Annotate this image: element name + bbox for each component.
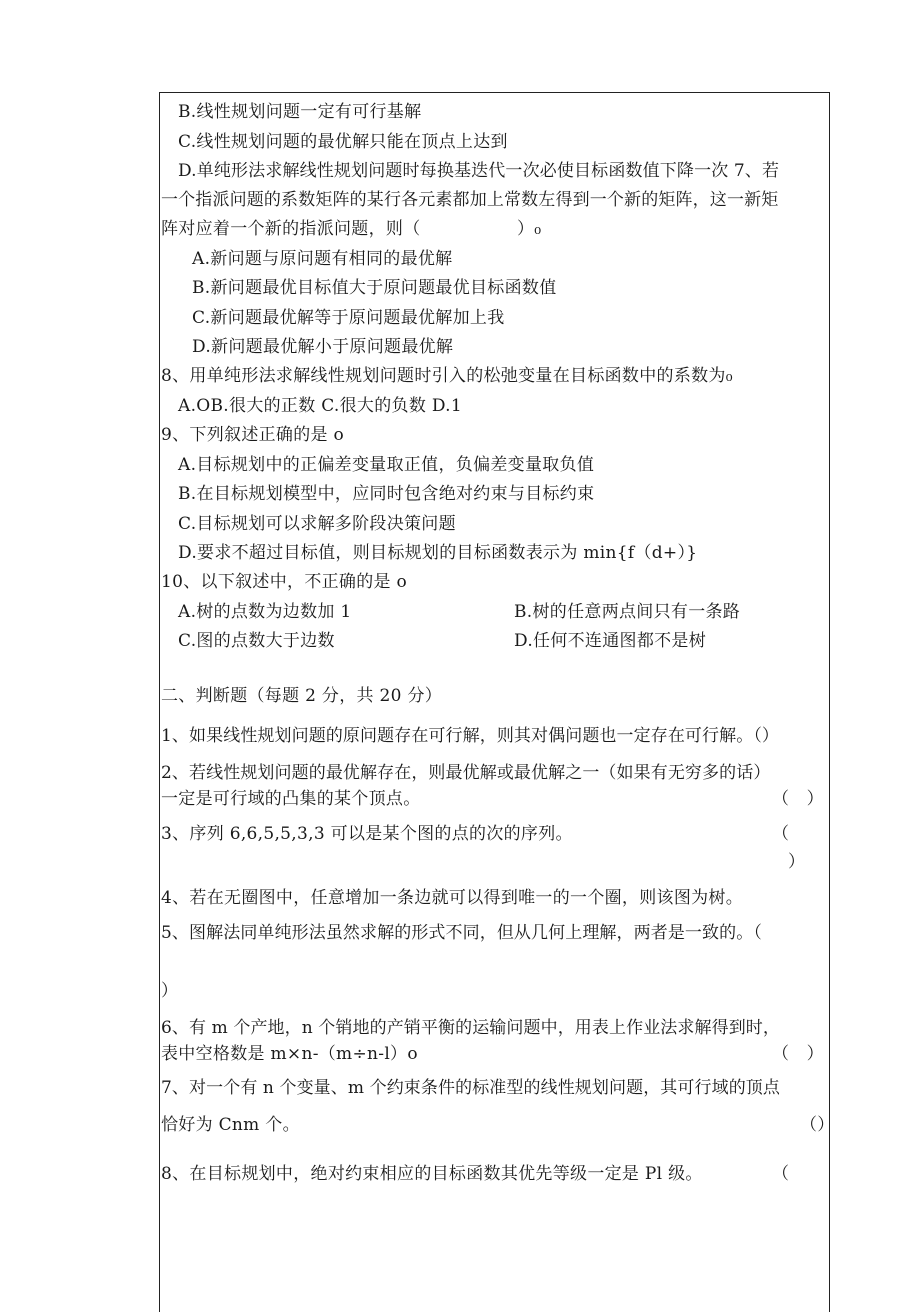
judge-item-2-line2: 一定是可行域的凸集的某个顶点。 [161, 789, 421, 809]
judge-item-7-line2: 恰好为 Cnm 个。 [161, 1115, 300, 1135]
q7-option-d: D.新问题最优解小于原问题最优解 [192, 337, 454, 357]
q7-stem-line2: 阵对应着一个新的指派问题，则（ [161, 219, 421, 239]
q9-stem: 9、下列叙述正确的是 o [161, 425, 345, 445]
q9-option-a: A.目标规划中的正偏差变量取正值，负偏差变量取负值 [178, 455, 595, 475]
judge-item-7-line1: 7、对一个有 n 个变量、m 个约束条件的标准型的线性规划问题，其可行域的顶点 [161, 1078, 780, 1098]
q7-option-c: C.新问题最优解等于原问题最优解加上我 [192, 308, 505, 328]
q10-option-b: B.树的任意两点间只有一条路 [514, 602, 741, 622]
judge-item-3-paren-close: ） [788, 852, 806, 872]
section2-title: 二、判断题（每题 2 分，共 20 分） [161, 686, 443, 706]
q6-option-c: C.线性规划问题的最优解只能在顶点上达到 [178, 132, 508, 152]
q10-option-d: D.任何不连通图都不是树 [514, 631, 707, 651]
q8-stem: 8、用单纯形法求解线性规划问题时引入的松弛变量在目标函数中的系数为₀ [161, 366, 733, 386]
judge-item-5-paren-close: ） [161, 981, 179, 1001]
q7-option-a: A.新问题与原问题有相同的最优解 [192, 249, 453, 269]
q7-answer-paren: ）₀ [517, 219, 542, 239]
judge-item-5-line1: 5、图解法同单纯形法虽然求解的形式不同，但从几何上理解，两者是一致的。（ [161, 923, 762, 943]
q7-stem-line1: 一个指派问题的系数矩阵的某行各元素都加上常数左得到一个新的矩阵，这一新矩 [161, 190, 779, 210]
q6-option-b: B.线性规划问题一定有可行基解 [178, 102, 422, 122]
judge-item-7-paren: （） [800, 1115, 835, 1135]
judge-item-3-line1: 3、序列 6,6,5,5,3,3 可以是某个图的点的次的序列。 [161, 824, 573, 844]
q10-stem: 10、以下叙述中，不正确的是 o [161, 572, 408, 592]
q10-option-c: C.图的点数大于边数 [178, 631, 335, 651]
judge-item-6-line2: 表中空格数是 m×n-（m÷n-l）o [161, 1044, 418, 1064]
q9-option-d: D.要求不超过目标值，则目标规划的目标函数表示为 min{f（d+）} [178, 543, 698, 563]
q6-option-d-line1: D.单纯形法求解线性规划问题时每换基迭代一次必使目标函数值下降一次 7、若 [178, 161, 780, 181]
q7-option-b: B.新问题最优目标值大于原问题最优目标函数值 [192, 278, 557, 298]
q10-option-a: A.树的点数为边数加 1 [178, 602, 352, 622]
judge-item-2-line1: 2、若线性规划问题的最优解存在，则最优解或最优解之一（如果有无穷多的话） [161, 763, 771, 783]
judge-item-1: 1、如果线性规划问题的原问题存在可行解，则其对偶问题也一定存在可行解。（） [161, 726, 780, 746]
judge-item-2-paren: （ ） [772, 789, 824, 809]
judge-item-3-paren-open: （ [772, 824, 790, 844]
judge-item-6-line1: 6、有 m 个产地，n 个销地的产销平衡的运输问题中，用表上作业法求解得到时， [161, 1018, 780, 1038]
judge-item-8-line1: 8、在目标规划中，绝对约束相应的目标函数其优先等级一定是 Pl 级。 [161, 1164, 703, 1184]
judge-item-6-paren: （ ） [772, 1044, 824, 1064]
q9-option-c: C.目标规划可以求解多阶段决策问题 [178, 514, 456, 534]
q9-option-b: B.在目标规划模型中，应同时包含绝对约束与目标约束 [178, 484, 595, 504]
q8-options: A.OB.很大的正数 C.很大的负数 D.1 [178, 396, 462, 416]
judge-item-8-paren-open: （ [772, 1164, 790, 1184]
judge-item-4: 4、若在无圈图中，任意增加一条边就可以得到唯一的一个圈，则该图为树。 [161, 888, 744, 908]
